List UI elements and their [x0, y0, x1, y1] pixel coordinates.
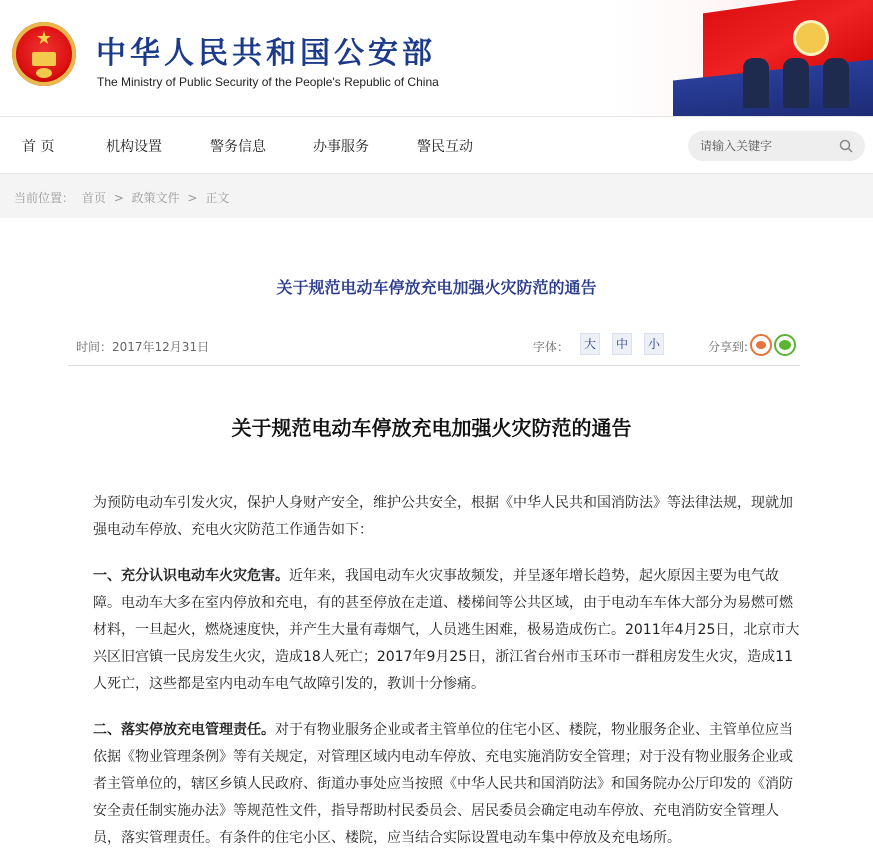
nav-item-police-info[interactable]: 警务信息 [210, 139, 266, 155]
breadcrumb-home[interactable]: 首页 [81, 191, 106, 205]
site-title-en: The Ministry of Public Security of the People's Republic of China [97, 75, 439, 89]
article-header-title: 关于规范电动车停放充电加强火灾防范的通告 [276, 278, 597, 297]
search-icon[interactable] [839, 139, 853, 153]
paragraph-text: 近年来，我国电动车火灾事故频发，并呈逐年增长趋势，起火原因主要为电气故障。电动车大多在室内停放和充电，有的甚至停放在走道、楼梯间等公共区域，由于电动车车体大部分为易燃可燃材料，一旦起火，燃烧速度快，并产生大量有毒烟气，人员逃生困难，极易造成伤亡。2011年4月25日，北京市大兴区旧宫镇一民房发生火灾，造成18人死亡；2017年9月25日，浙江省台州市玉环市一群租房发生火灾，造成11人死亡，这些都是室内电动车电气故障引发的，教训十分惨痛。 [93, 568, 800, 692]
paragraph [93, 563, 805, 698]
nav-item-services[interactable]: 办事服务 [313, 139, 369, 155]
paragraph [93, 490, 805, 544]
breadcrumb-policy[interactable]: 政策文件 [131, 191, 180, 205]
national-emblem-icon: ★ [12, 22, 76, 86]
police-banner-image [673, 0, 873, 116]
article-title: 关于规范电动车停放充电加强火灾防范的通告 [231, 416, 632, 440]
breadcrumb-separator: > [187, 191, 198, 205]
article-time: 时间：2017年12月31日 [76, 340, 210, 354]
section-heading: 二、落实停放充电管理责任。 [93, 722, 275, 738]
share-label: 分享到: [708, 340, 749, 354]
breadcrumb [14, 189, 233, 206]
breadcrumb-bar [0, 174, 873, 218]
paragraph [93, 717, 805, 852]
article-body [93, 490, 805, 859]
nav-item-interaction[interactable]: 警民互动 [417, 139, 473, 155]
paragraph-text: 为预防电动车引发火灾，保护人身财产安全，维护公共安全，根据《中华人民共和国消防法》等法律法规，现就加强电动车停放、充电火灾防范工作通告如下： [93, 495, 793, 538]
paragraph-text: 对于有物业服务企业或者主管单位的住宅小区、楼院，物业服务企业、主管单位应当依据《物业管理条例》等有关规定，对管理区域内电动车停放、充电实施消防安全管理；对于没有物业服务企业或者主管单位的，辖区乡镇人民政府、街道办事处应当按照《中华人民共和国消防法》和国务院办公厅印发的《消防安全责任制实施办法》等规范性文件，指导帮助村民委员会、居民委员会确定电动车停放、充电消防安全管理人员，落实管理责任。有条件的住宅小区、楼院，应当结合实际设置电动车集中停放及充电场所。 [93, 722, 793, 846]
breadcrumb-separator: > [113, 191, 124, 205]
weibo-share-icon[interactable] [750, 334, 772, 356]
site-header [0, 0, 873, 116]
breadcrumb-current: 正文 [205, 191, 230, 205]
article-meta [68, 326, 800, 366]
font-size-medium-button[interactable]: 中 [612, 333, 632, 355]
wechat-share-icon[interactable] [774, 334, 796, 356]
nav-item-home[interactable]: 首 页 [22, 139, 55, 155]
nav-item-organization[interactable]: 机构设置 [106, 139, 162, 155]
section-heading: 一、充分认识电动车火灾危害。 [93, 568, 289, 584]
font-size-small-button[interactable]: 小 [644, 333, 664, 355]
font-size-large-button[interactable]: 大 [580, 333, 600, 355]
search-input[interactable] [700, 137, 840, 155]
font-size-label: 字体： [533, 340, 570, 354]
main-nav [0, 116, 873, 174]
breadcrumb-prefix: 当前位置： [14, 191, 75, 205]
police-badge-icon [793, 20, 829, 56]
search-box [688, 131, 865, 161]
site-title-cn: 中华人民共和国公安部 [96, 36, 436, 71]
